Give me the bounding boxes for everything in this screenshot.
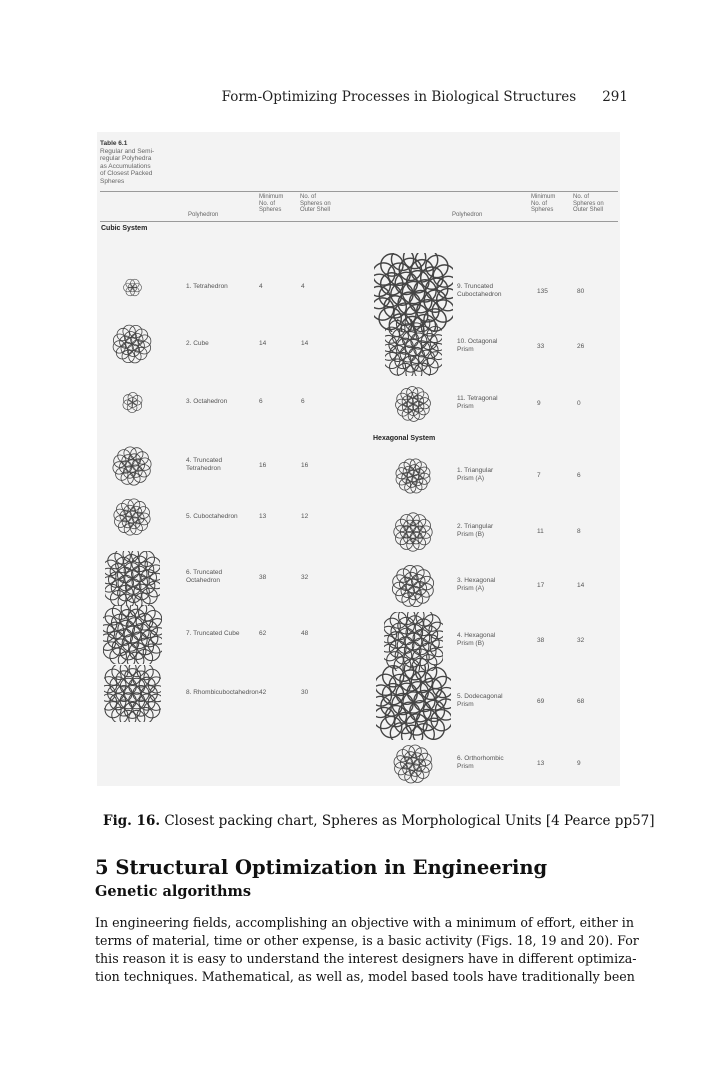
- header-text: Spheres on: [300, 200, 331, 207]
- outer-shell-value: 32: [577, 637, 585, 644]
- polyhedron-name: [457, 523, 493, 538]
- polyhedron-name-line: Cuboctahedron: [457, 290, 502, 298]
- sphere: [401, 725, 422, 740]
- sphere: [414, 408, 425, 419]
- outer-shell-value: 6: [577, 472, 581, 479]
- sphere: [401, 389, 412, 400]
- polyhedron-name: [186, 340, 209, 348]
- outer-shell-value: 12: [301, 513, 309, 520]
- polyhedron-name-line: 2. Cube: [186, 340, 209, 347]
- outer-shell-value: 26: [577, 343, 585, 350]
- outer-shell-value: 68: [577, 698, 585, 705]
- header-text: Spheres on: [573, 200, 604, 207]
- sphere-cluster-illustration: [385, 319, 442, 376]
- outer-shell-value: 4: [301, 283, 305, 290]
- min-spheres-value: 69: [537, 698, 545, 705]
- sphere: [150, 627, 162, 644]
- polyhedron-name-line: 9. Truncated: [457, 283, 494, 290]
- figure-caption-text: Closest packing chart, Spheres as Morphological Units [4 Pearce pp57]: [164, 813, 655, 829]
- polyhedron-name-line: 10. Octagonal: [457, 338, 498, 345]
- header-text: No. of: [259, 200, 276, 207]
- polyhedron-name-line: Prism: [457, 700, 474, 708]
- min-spheres-value: 4: [259, 283, 263, 290]
- sphere-cluster-illustration: [391, 742, 435, 786]
- running-head: [0, 89, 628, 105]
- sphere: [396, 399, 407, 410]
- header-text: Outer Shell: [300, 207, 331, 213]
- polyhedron-name-line: Prism (B): [457, 530, 485, 538]
- polyhedron-name: [186, 689, 259, 697]
- sphere-cluster-illustration: [393, 456, 433, 496]
- table-caption-line: of Closest Packed: [100, 170, 153, 177]
- header-outer-shell-right: [573, 194, 604, 214]
- min-spheres-value: 38: [537, 637, 545, 644]
- polyhedron-name: [457, 395, 498, 410]
- header-min-spheres-left: [259, 194, 283, 214]
- polyhedron-name: [457, 693, 503, 708]
- sphere-cluster-illustration: [103, 605, 162, 664]
- sphere-cluster-illustration: [393, 384, 433, 424]
- polyhedron-name-line: Tetrahedron: [186, 464, 221, 472]
- sphere-cluster-illustration: [384, 612, 443, 671]
- sphere: [404, 665, 425, 680]
- header-text: No. of: [300, 194, 317, 200]
- min-spheres-value: 135: [537, 288, 548, 295]
- polyhedron-name-line: 11. Tetragonal: [457, 395, 498, 402]
- paragraph-line: tion techniques. Mathematical, as well as, model based tools have traditionally been: [95, 969, 635, 984]
- polyhedron-name-line: 3. Hexagonal: [457, 577, 496, 584]
- min-spheres-value: 6: [259, 398, 263, 405]
- table-caption-line: Spheres: [100, 177, 125, 185]
- polyhedron-name-line: 3. Octahedron: [186, 398, 228, 405]
- table-caption-line: regular Polyhedra: [100, 155, 152, 162]
- table-caption: [100, 140, 154, 185]
- table-caption-line: Regular and Semi-: [100, 147, 155, 155]
- polyhedron-name-line: Prism: [457, 762, 474, 770]
- polyhedron-name: [186, 283, 228, 291]
- polyhedron-name: [186, 513, 238, 521]
- polyhedron-name-line: Prism: [457, 345, 474, 353]
- polyhedron-name-line: 7. Truncated Cube: [186, 630, 240, 637]
- paragraph-line: In engineering fields, accomplishing an objective with a minimum of effort, either in: [95, 915, 634, 930]
- polyhedron-name-line: 6. Orthorhombic: [457, 755, 504, 762]
- min-spheres-value: 11: [537, 528, 544, 535]
- min-spheres-value: 38: [259, 574, 267, 581]
- min-spheres-value: 62: [259, 630, 267, 637]
- sphere: [103, 624, 115, 641]
- figure-label: Fig. 16.: [103, 813, 161, 829]
- subsection-heading: Genetic algorithms: [95, 883, 252, 900]
- polyhedron-name: [186, 630, 239, 638]
- sphere-cluster-illustration: [376, 665, 451, 740]
- polyhedron-name: [457, 755, 504, 770]
- polyhedron-name: [457, 338, 497, 353]
- min-spheres-value: 17: [537, 582, 545, 589]
- polyhedron-name-line: 6. Truncated: [186, 569, 223, 576]
- sphere-cluster-illustration: [110, 322, 154, 366]
- sphere: [405, 364, 421, 375]
- min-spheres-value: 16: [259, 462, 267, 469]
- sphere-cluster-illustration: [117, 272, 148, 303]
- polyhedron-name: [457, 283, 501, 298]
- outer-shell-value: 80: [577, 288, 585, 295]
- section-heading: 5 Structural Optimization in Engineering: [95, 856, 548, 879]
- polyhedron-name-line: 1. Triangular: [457, 467, 494, 474]
- outer-shell-value: 16: [301, 462, 309, 469]
- sphere-cluster-illustration: [111, 496, 153, 538]
- header-text: Minimum: [259, 194, 284, 200]
- outer-shell-value: 14: [577, 582, 585, 589]
- page-number: 291: [602, 89, 628, 105]
- polyhedron-name: [457, 467, 493, 482]
- polyhedron-name-line: 5. Dodecagonal: [457, 693, 503, 700]
- running-head-title: Form-Optimizing Processes in Biological Structures: [221, 89, 577, 105]
- sphere: [405, 319, 421, 330]
- min-spheres-value: 9: [537, 400, 541, 407]
- paragraph-line: terms of material, time or other expense, is a basic activity (Figs. 18, 19 and 20). For: [95, 933, 639, 948]
- outer-shell-value: 30: [301, 689, 309, 696]
- outer-shell-value: 8: [577, 528, 581, 535]
- polyhedron-name-line: Prism: [457, 402, 474, 410]
- outer-shell-value: 14: [301, 340, 309, 347]
- packing-chart-figure: [97, 132, 620, 786]
- cubic-system-label: Cubic System: [101, 225, 148, 232]
- polyhedron-name-line: Prism (B): [457, 639, 485, 647]
- polyhedron-name: [186, 398, 227, 406]
- min-spheres-value: 7: [537, 472, 541, 479]
- table-top-rule: [100, 191, 618, 192]
- polyhedron-name: [186, 457, 222, 472]
- outer-shell-value: 0: [577, 400, 581, 407]
- sphere-cluster-illustration: [391, 510, 435, 554]
- sphere-cluster-illustration: [104, 665, 161, 722]
- table-caption-line: as Accumulations: [100, 162, 151, 170]
- header-text: Spheres: [259, 207, 282, 213]
- header-text: No. of: [531, 200, 548, 207]
- header-text: Outer Shell: [573, 207, 604, 213]
- table-label: Table 6.1: [100, 140, 128, 147]
- paragraph-line: this reason it is easy to understand the interest designers have in different optimiza-: [95, 951, 637, 966]
- outer-shell-value: 48: [301, 630, 309, 637]
- sphere: [425, 255, 447, 277]
- polyhedron-name-line: Prism (A): [457, 474, 485, 482]
- min-spheres-value: 42: [259, 689, 267, 696]
- sphere-cluster-illustration: [110, 444, 154, 488]
- sphere-cluster-illustration: [389, 562, 437, 610]
- header-outer-shell-left: [300, 194, 331, 214]
- sphere-cluster-illustration: [105, 551, 160, 606]
- hexagonal-system-label: Hexagonal System: [373, 435, 436, 442]
- header-text: Minimum: [531, 194, 556, 200]
- header-text: No. of: [573, 194, 590, 200]
- figure-caption: [103, 813, 655, 829]
- sphere-cluster-illustration: [115, 385, 150, 420]
- min-spheres-value: 13: [537, 760, 545, 767]
- polyhedron-name-line: Octahedron: [186, 576, 220, 584]
- polyhedron-name-line: Prism (A): [457, 584, 485, 592]
- min-spheres-value: 33: [537, 343, 545, 350]
- header-text: Spheres: [531, 207, 554, 213]
- polyhedron-name-line: 5. Cuboctahedron: [186, 513, 238, 520]
- polyhedron-name-line: 1. Tetrahedron: [186, 283, 228, 290]
- polyhedron-name: [457, 632, 495, 647]
- polyhedron-name-line: 4. Hexagonal: [457, 632, 496, 639]
- polyhedron-name-line: 4. Truncated: [186, 457, 223, 464]
- min-spheres-value: 13: [259, 513, 267, 520]
- polyhedron-name-line: 8. Rhombicuboctahedron: [186, 689, 259, 696]
- outer-shell-value: 6: [301, 398, 305, 405]
- header-polyhedron-left: Polyhedron: [188, 212, 219, 218]
- polyhedron-name-line: 2. Triangular: [457, 523, 494, 530]
- sphere: [403, 253, 425, 269]
- polyhedron-name: [457, 577, 495, 592]
- outer-shell-value: 32: [301, 574, 309, 581]
- polyhedron-name: [186, 569, 222, 584]
- min-spheres-value: 14: [259, 340, 267, 347]
- body-paragraph: [95, 914, 639, 986]
- header-min-spheres-right: [531, 194, 555, 214]
- outer-shell-value: 9: [577, 760, 581, 767]
- table-header-rule: [100, 221, 618, 222]
- header-polyhedron-right: Polyhedron: [452, 212, 483, 218]
